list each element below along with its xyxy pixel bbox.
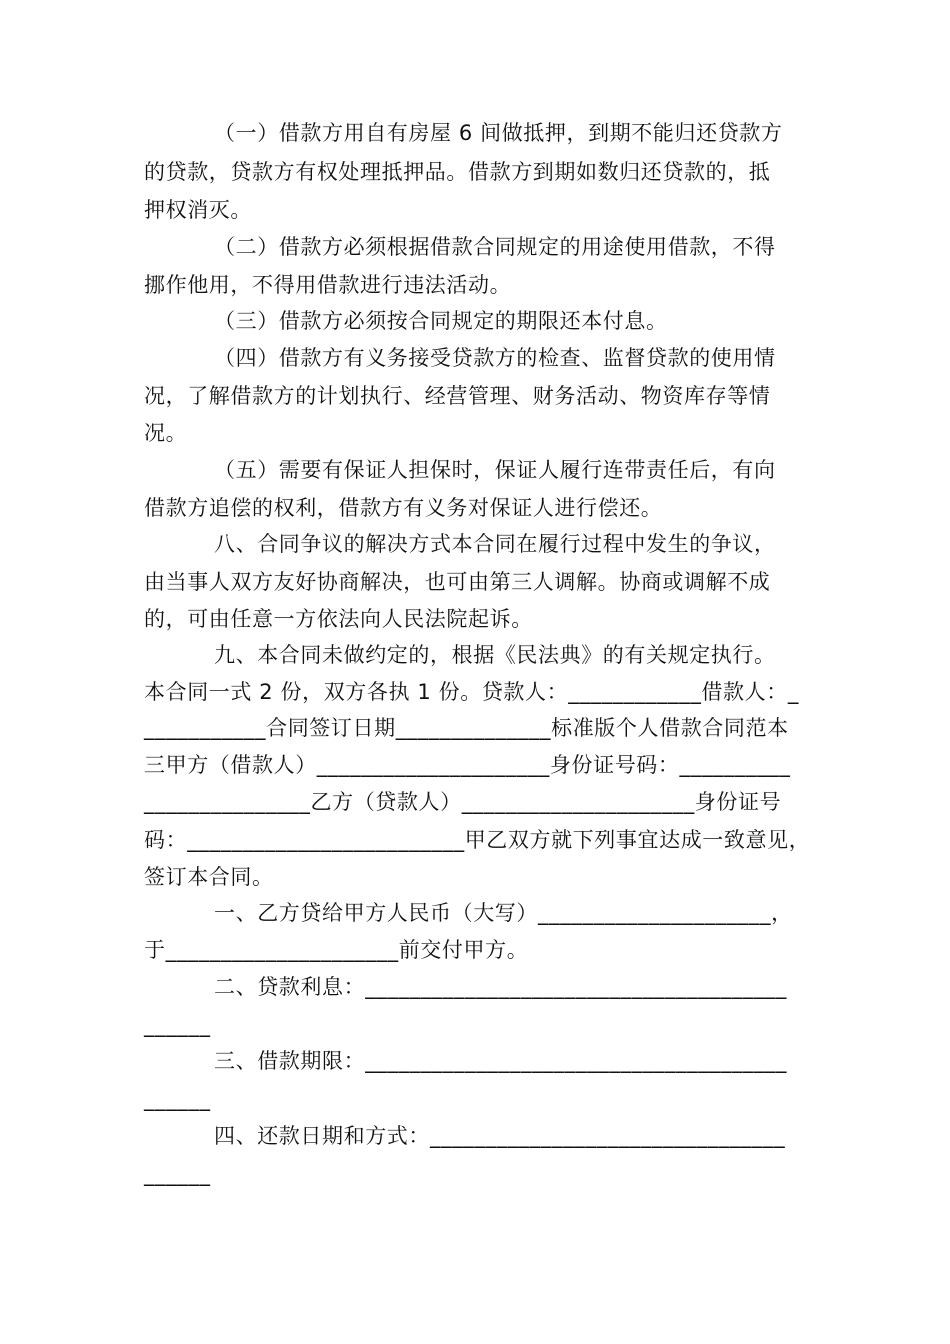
item-4-line-1: 四、还款日期和方式：________________________________ <box>214 1124 786 1148</box>
item-1-line-2: 于_____________________前交付甲方。 <box>144 938 529 962</box>
agreement-line-2: 签订本合同。 <box>144 865 274 889</box>
item-4-line-2: ______ <box>144 1162 211 1186</box>
agreement-line-1: 码：_________________________甲乙双方就下列事宜达成一致意见， <box>144 828 811 852</box>
section-9-line-1: 九、本合同未做约定的，根据《民法典》的有关规定执行。 <box>214 643 776 667</box>
clause-2-line-2: 挪作他用，不得用借款进行违法活动。 <box>144 273 512 297</box>
clause-1-line-2: 的贷款，贷款方有权处理抵押品。借款方到期如数归还贷款的，抵 <box>144 160 771 184</box>
clause-5-line-1: （五）需要有保证人担保时，保证人履行连带责任后，有向 <box>214 458 776 482</box>
party-b-line: _______________乙方（贷款人）_____________________身份证号 <box>144 790 782 814</box>
item-1-line-1: 一、乙方贷给甲方人民币（大写）_____________________， <box>214 901 793 925</box>
item-2-line-1: 二、贷款利息：______________________________________ <box>214 975 787 999</box>
clause-2-line-1: （二）借款方必须根据借款合同规定的用途使用借款，不得 <box>214 235 776 259</box>
clause-4-line-3: 况。 <box>144 421 188 445</box>
clause-5-line-2: 借款方追偿的权利，借款方有义务对保证人进行偿还。 <box>144 496 663 520</box>
item-3-line-2: ______ <box>144 1087 211 1111</box>
item-3-line-1: 三、借款期限：______________________________________ <box>214 1049 787 1073</box>
clause-4-line-2: 况，了解借款方的计划执行、经营管理、财务活动、物资库存等情 <box>144 384 771 408</box>
signature-line-2: ___________合同签订日期______________标准版个人借款合同范本 <box>144 716 789 740</box>
section-8-line-1: 八、合同争议的解决方式本合同在履行过程中发生的争议， <box>214 532 776 556</box>
clause-1-line-3: 押权消灭。 <box>144 198 252 222</box>
section-8-line-2: 由当事人双方友好协商解决，也可由第三人调解。协商或调解不成 <box>144 570 771 594</box>
section-8-line-3: 的，可由任意一方依法向人民法院起诉。 <box>144 607 533 631</box>
party-a-line: 三甲方（借款人）_____________________身份证号码：__________ <box>144 753 791 777</box>
signature-line-1: 本合同一式 2 份，双方各执 1 份。贷款人：____________借款人：_ <box>144 680 799 704</box>
clause-3-line-1: （三）借款方必须按合同规定的期限还本付息。 <box>214 309 668 333</box>
clause-1-line-1: （一）借款方用自有房屋 6 间做抵押，到期不能归还贷款方 <box>214 121 783 145</box>
clause-4-line-1: （四）借款方有义务接受贷款方的检查、监督贷款的使用情 <box>214 346 776 370</box>
item-2-line-2: ______ <box>144 1013 211 1037</box>
